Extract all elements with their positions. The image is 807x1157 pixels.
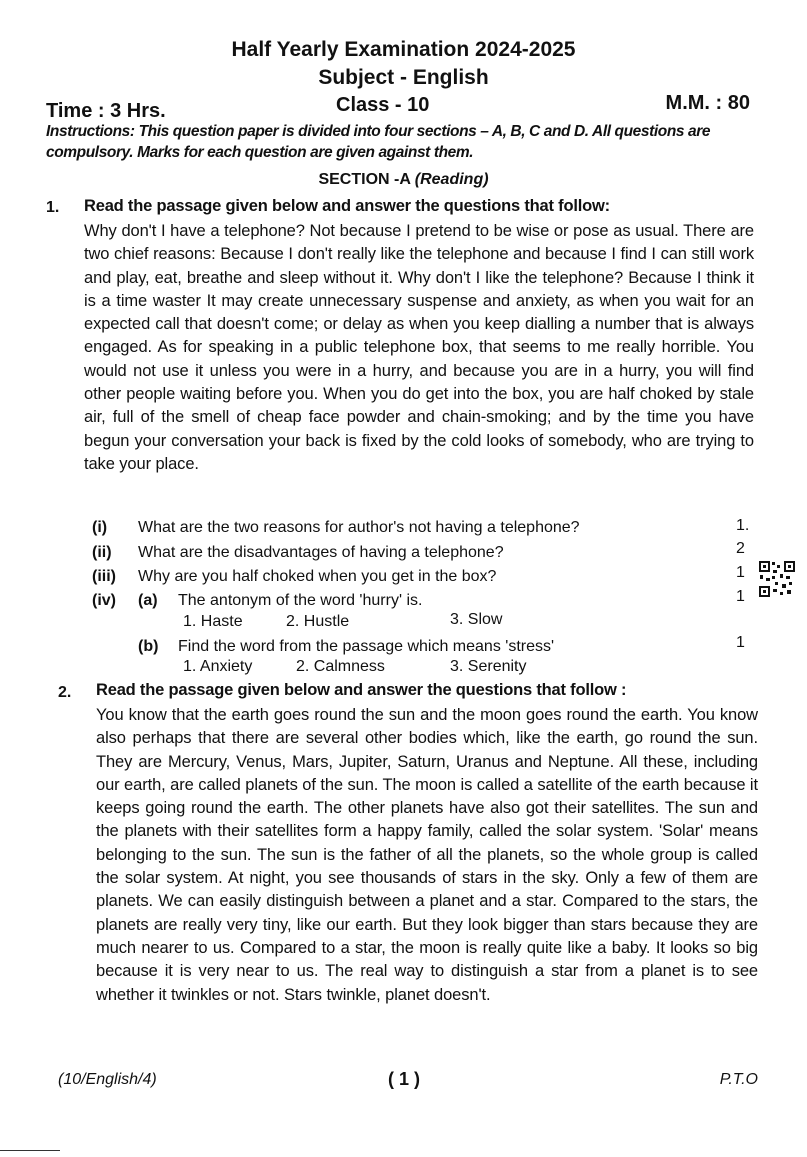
section-a-title: SECTION -A (318, 171, 411, 188)
q1-sub-iii (92, 566, 732, 588)
page-footer (58, 1071, 758, 1095)
q1-iv-b-option-2: 2. Calmness (296, 658, 385, 675)
section-a-subtitle: (Reading) (414, 171, 489, 188)
q1-sub-i-text: What are the two reasons for author's not having a telephone? (138, 519, 580, 536)
q2-number: 2. (58, 684, 72, 701)
exam-title: Half Yearly Examination 2024-2025 (231, 38, 576, 61)
q1-sub-iv-a-marks: 1 (736, 588, 745, 605)
q1-sub-ii (92, 542, 732, 564)
q2-passage (96, 704, 758, 1007)
q1-sub-iv-a-text: The antonym of the word 'hurry' is. (178, 592, 423, 609)
q1-sub-iv-a-label: (a) (138, 592, 158, 609)
q1-number: 1. (46, 199, 60, 216)
q1-heading: Read the passage given below and answer the questions that follow: (84, 197, 610, 215)
q1-iv-a-option-2: 2. Hustle (286, 613, 350, 630)
instructions: Instructions: This question paper is divided into four sections – A, B, C and D. All questions are compulsory. Marks for each question are given against them. (46, 123, 711, 161)
q1-sub-ii-marks: 2 (736, 540, 745, 557)
class-label: Class - 10 (336, 94, 430, 116)
q1-iv-b-option-3: 3. Serenity (450, 658, 527, 675)
time-label: Time : 3 Hrs. (46, 100, 166, 122)
q1-iv-a-option-1: 1. Haste (183, 613, 243, 630)
paper-code: (10/English/4) (58, 1071, 157, 1088)
q1-sub-iv-b-marks: 1 (736, 634, 745, 651)
page-number: ( 1 ) (388, 1069, 421, 1089)
q2-heading: Read the passage given below and answer the questions that follow : (96, 681, 627, 699)
bottom-divider (0, 1150, 60, 1151)
q1-passage-text: Why don't I have a telephone? Not because I pretend to be wise or pose as usual. There are two chief reasons: Because I don't really like the telephone and because I find I can still work and play, eat, breathe and sleep without it. Why don't I like the telephone? Because I think it is a time waster It may create unnecessary suspense and anxiety, as when you wait for an expected call that doesn't come; or delay as when you keep dialling a number that is always engaged. As for speaking in a public telephone box, that seems to me really horrible. You would not use it unless you were in a hurry, and because you are in a hurry, you will find other people waiting before you. When you do get into the box, you are half choked by stale air, full of the smell of cheap face powder and chain-smoking; and by the time you have begun your conversation your back is fixed by the cold looks of somebody, who are trying to take your place. (84, 222, 754, 473)
q1-iv-b-option-1: 1. Anxiety (183, 658, 253, 675)
q1-sub-iii-label: (iii) (92, 568, 116, 585)
max-marks-label: M.M. : 80 (665, 92, 750, 114)
q1-sub-iii-marks: 1 (736, 564, 745, 581)
q1-sub-iv-b (138, 636, 728, 658)
q1-iv-a-option-3: 3. Slow (450, 611, 503, 628)
qr-code-icon (758, 560, 796, 598)
q1-sub-iv-label: (iv) (92, 592, 116, 609)
q1-sub-iv-a (92, 590, 732, 612)
q1-sub-i-marks: 1. (736, 517, 750, 534)
q1-sub-i (92, 517, 732, 539)
q1-sub-iv-b-text: Find the word from the passage which means 'stress' (178, 638, 555, 655)
subject-line: Subject - English (318, 66, 489, 89)
time-class-row (46, 92, 756, 120)
q1-sub-iii-text: Why are you half choked when you get in the box? (138, 568, 497, 585)
q1-sub-iv-b-label: (b) (138, 638, 159, 655)
q1-sub-ii-label: (ii) (92, 544, 112, 561)
q2-passage-text: You know that the earth goes round the sun and the moon goes round the earth. You know also perhaps that there are several other bodies which, like the earth, go round the sun. They are Mercury, Venus, Mars, Jupiter, Saturn, Uranus and Neptune. All these, including our earth, are called planets of the sun. The moon is called a satellite of the earth because it keeps going round the earth. The other planets have also got their satellites. The sun and the planets with their satellites form a happy family, called the solar system. 'Solar' means belonging to the sun. The sun is the father of all the planets, so the whole group is called the solar system. At night, you see thousands of stars in the sky. Only a few of them are planets. We can easily distinguish between a planet and a star. Compared to the stars, the planets are really very tiny, like our earth. But they look bigger than stars because they are much nearer to us. Compared to a star, the moon is really quite like a baby. It looks so big because it is very near to us. The real way to distinguish a star from a planet is to see whether it twinkles or not. Stars twinkle, planet doesn't. (96, 706, 758, 1004)
q1-passage (84, 220, 754, 476)
section-a-heading (0, 171, 807, 189)
q1-sub-i-label: (i) (92, 519, 108, 536)
q1-sub-ii-text: What are the disadvantages of having a telephone? (138, 544, 504, 561)
pto-label: P.T.O (719, 1071, 758, 1088)
